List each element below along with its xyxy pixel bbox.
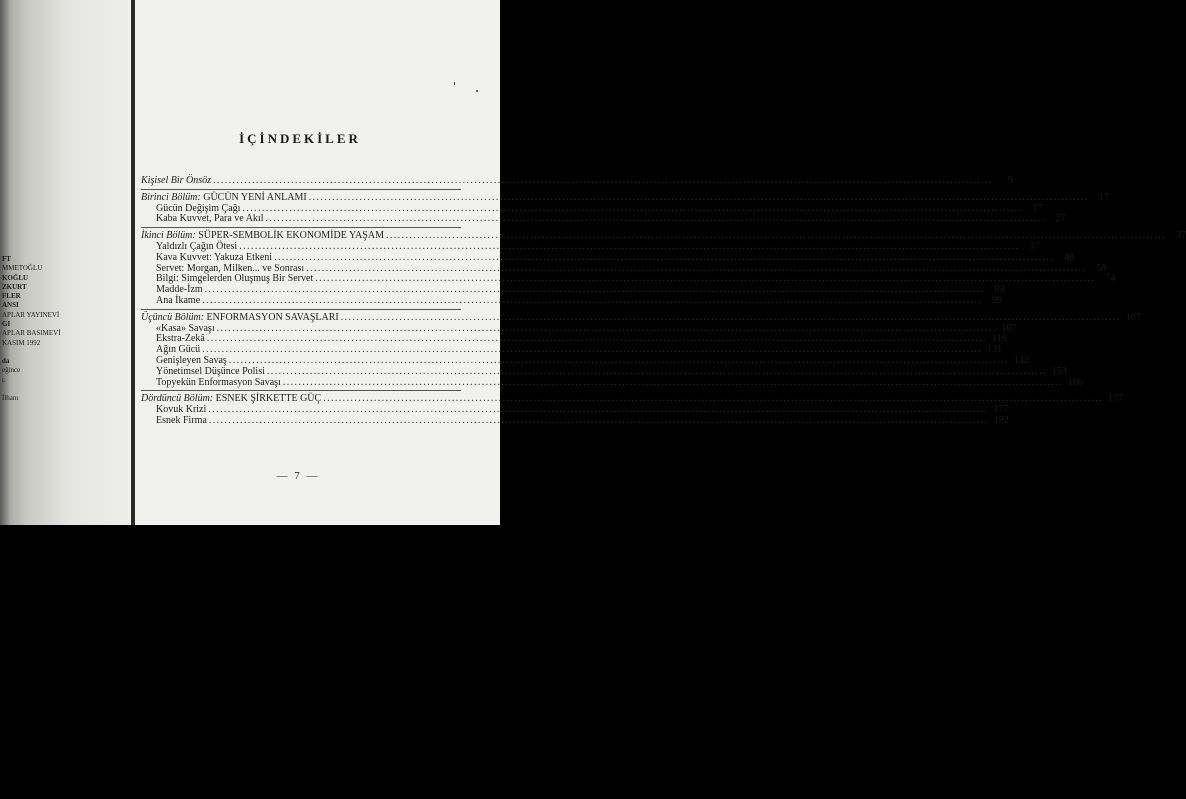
toc-entry-label xyxy=(156,333,205,344)
toc-entry-title: Yaldızlı Çağın Ötesi xyxy=(156,240,238,252)
toc-entry-title: ESNEK ŞİRKETTE GÜÇ xyxy=(215,393,322,405)
toc-entry xyxy=(141,393,1124,405)
toc-entry-title: SÜPER-SEMBOLİK EKONOMİDE YAŞAM xyxy=(198,230,384,242)
toc-page-number: 37 xyxy=(1175,230,1186,242)
dot-leader: ........................................................................................................................................................................................................ xyxy=(216,322,997,334)
toc-entry-title: Topyekün Enformasyon Savaşı xyxy=(156,376,281,388)
dot-leader: ........................................................................................................................................................................................................ xyxy=(274,251,1055,263)
toc-entry xyxy=(141,322,1017,334)
toc-entry xyxy=(141,191,1109,203)
section-divider xyxy=(141,189,461,190)
imprint-line: ZKURT xyxy=(2,282,27,291)
toc-page-number: 48 xyxy=(1064,251,1075,263)
toc-page-number: 119 xyxy=(992,333,1007,345)
toc-entry xyxy=(141,294,1003,306)
toc-part-label: Dördüncü Bölüm: xyxy=(141,393,214,405)
toc-entry-label xyxy=(156,415,207,426)
dot-leader: ........................................................................................................................................................................................................ xyxy=(265,213,1046,225)
toc-entry-label xyxy=(156,252,272,263)
toc-entry xyxy=(141,365,1067,377)
toc-part-label: Kişisel Bir Önsöz xyxy=(141,175,212,186)
toc-entry-title: Esnek Firma xyxy=(156,414,207,426)
dot-leader: ........................................................................................................................................................................................................ xyxy=(308,191,1089,203)
toc-entry-title: Gücün Değişim Çağı xyxy=(156,202,241,214)
toc-part-label: Üçüncü Bölüm: xyxy=(141,311,205,323)
toc-entry-title: Servet: Morgan, Milken... ve Sonrası xyxy=(156,262,305,274)
toc-page-number: 83 xyxy=(994,284,1005,296)
dust-speck xyxy=(454,82,455,85)
toc-entry-label xyxy=(141,230,384,241)
toc-entry-label xyxy=(141,175,211,186)
toc-entry xyxy=(141,273,1116,285)
dot-leader: ........................................................................................................................................................................................................ xyxy=(242,202,1023,214)
dot-leader: ........................................................................................................................................................................................................ xyxy=(204,284,985,296)
toc-entry-label xyxy=(156,323,215,334)
toc-entry xyxy=(141,175,1014,186)
toc-entry-title: Kaba Kuvvet, Para ve Akıl xyxy=(156,213,264,225)
toc-page-number: 107 xyxy=(1125,311,1141,323)
toc-part-label: Birinci Bölüm: xyxy=(141,191,201,203)
toc-entry xyxy=(141,404,1009,416)
toc-entry xyxy=(141,376,1083,388)
imprint-line: İlhanı xyxy=(2,393,19,402)
toc-page-number: 192 xyxy=(993,414,1009,426)
toc-entry-title: Ana İkame xyxy=(156,294,201,306)
toc-entry-title: GÜCÜN YENİ ANLAMI xyxy=(203,191,307,203)
toc-entry xyxy=(141,240,1040,252)
toc-entry xyxy=(141,333,1007,345)
imprint-text xyxy=(2,255,132,403)
toc-entry-label xyxy=(156,344,200,355)
toc-entry xyxy=(141,202,1043,214)
dot-leader: ........................................................................................................................................................................................................ xyxy=(202,294,983,306)
dot-leader: ........................................................................................................................................................................................................ xyxy=(282,376,1063,388)
toc-entry-title: Yönetimsel Düşünce Polisi xyxy=(156,365,265,377)
toc-page-number: 107 xyxy=(1001,322,1017,334)
page-number: — 7 — xyxy=(276,470,320,482)
toc-entry-title: ENFORMASYON SAVAŞLARI xyxy=(206,311,339,323)
toc-entry xyxy=(141,230,1186,242)
toc-page-number: 27 xyxy=(1055,213,1066,225)
section-divider xyxy=(141,227,461,228)
toc-page-number: 177 xyxy=(1108,393,1124,405)
imprint-line: ANSI xyxy=(2,301,19,310)
toc-entry-label xyxy=(141,393,321,404)
toc-entry-label xyxy=(141,192,307,203)
toc-entry xyxy=(141,284,1005,296)
toc-page-number: 99 xyxy=(992,294,1003,306)
dot-leader: ........................................................................................................................................................................................................ xyxy=(202,344,983,356)
toc-page-number: 131 xyxy=(987,344,1003,356)
page-title: İÇİNDEKİLER xyxy=(239,131,361,146)
dot-leader: ........................................................................................................................................................................................................ xyxy=(385,230,1166,242)
toc-page-number: 166 xyxy=(1067,376,1083,388)
toc-page-number: 17 xyxy=(1032,202,1043,214)
imprint-line: GI xyxy=(2,320,11,329)
toc-entry xyxy=(141,251,1075,263)
dot-leader: ........................................................................................................................................................................................................ xyxy=(266,365,1047,377)
section-divider xyxy=(141,309,461,310)
dot-leader: ........................................................................................................................................................................................................ xyxy=(208,404,989,416)
toc-entry xyxy=(141,311,1141,323)
toc-entry-label xyxy=(156,203,240,214)
dot-leader: ........................................................................................................................................................................................................ xyxy=(315,273,1096,285)
toc-entry-label xyxy=(156,404,206,415)
toc-entry-label xyxy=(156,263,304,274)
toc-page-number: 74 xyxy=(1105,273,1116,285)
dot-leader: ........................................................................................................................................................................................................ xyxy=(228,354,1009,366)
toc-entry-title: Kovuk Krizi xyxy=(156,404,207,416)
dot-leader: ........................................................................................................................................................................................................ xyxy=(323,393,1104,405)
section-divider xyxy=(141,390,461,391)
dot-leader: ........................................................................................................................................................................................................ xyxy=(213,175,994,186)
dot-leader: ........................................................................................................................................................................................................ xyxy=(206,333,987,345)
imprint-line: eğince xyxy=(2,366,21,375)
toc-entry-title: «Kasa» Savaşı xyxy=(156,322,215,334)
toc-entry-label xyxy=(156,284,203,295)
dot-leader: ........................................................................................................................................................................................................ xyxy=(208,414,989,426)
toc-page-number: 142 xyxy=(1013,354,1029,366)
toc-entry-title: Madde-İzm xyxy=(156,284,203,296)
toc-page-number: 37 xyxy=(1029,240,1040,252)
toc-entry-label xyxy=(141,312,339,323)
toc-entry-title: Kava Kuvvet: Yakuza Etkeni xyxy=(156,251,273,263)
toc-page-number: 153 xyxy=(1051,365,1067,377)
toc-entry-title: Genişleyen Savaş xyxy=(156,354,227,366)
toc-entry-label xyxy=(156,355,227,366)
toc-entry xyxy=(141,414,1009,426)
toc-page-number: 9 xyxy=(1008,175,1014,186)
toc-entry-label xyxy=(156,377,281,388)
imprint-line xyxy=(2,385,132,394)
toc-entry xyxy=(141,262,1107,274)
dot-leader: ........................................................................................................................................................................................................ xyxy=(340,311,1121,323)
toc-entry xyxy=(141,354,1029,366)
toc-entry-label xyxy=(156,366,265,377)
imprint-line: r. xyxy=(2,375,6,384)
imprint-line: APLAR YAYINEVİ xyxy=(2,310,60,319)
toc-entry-label xyxy=(156,295,200,306)
toc-entry-title: Bilgi: Simgelerden Oluşmuş Bir Servet xyxy=(156,273,314,285)
dot-leader: ........................................................................................................................................................................................................ xyxy=(306,262,1087,274)
table-of-contents xyxy=(141,175,1186,426)
toc-entry xyxy=(141,213,1066,225)
toc-entry-label xyxy=(156,273,313,284)
toc-page-number: 58 xyxy=(1096,262,1107,274)
imprint-line: da xyxy=(2,356,10,365)
imprint-line xyxy=(2,348,132,357)
toc-entry-title: Ekstra-Zekâ xyxy=(156,333,205,345)
toc-entry-label xyxy=(156,241,237,252)
imprint-line: KOĞLU xyxy=(2,273,29,282)
toc-page-number: 177 xyxy=(993,404,1009,416)
imprint-line: FT xyxy=(2,255,11,263)
toc-entry-label xyxy=(156,213,263,224)
toc-part-label: İkinci Bölüm: xyxy=(141,230,196,242)
toc-page-number: 17 xyxy=(1098,191,1109,203)
imprint-line: APLAR BASIMEVİ xyxy=(2,329,61,338)
imprint-line: MMETOĞLU xyxy=(2,264,43,273)
imprint-line: FLER xyxy=(2,292,21,301)
dust-speck xyxy=(476,90,478,92)
imprint-line: KASIM 1992 xyxy=(2,338,41,347)
toc-entry xyxy=(141,344,1003,356)
toc-entry-title: Ağın Gücü xyxy=(156,344,201,356)
dot-leader: ........................................................................................................................................................................................................ xyxy=(239,240,1020,252)
